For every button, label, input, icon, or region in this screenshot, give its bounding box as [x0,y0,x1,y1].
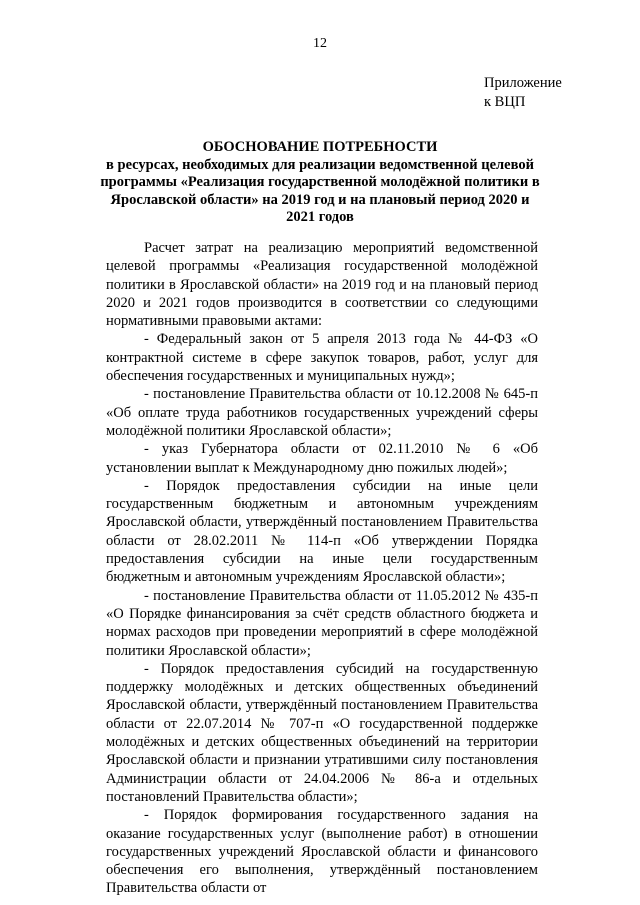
appendix-line-1: Приложение [484,75,562,91]
legal-act-item: - Порядок предоставления субсидии на иные цели государственным бюджетным и автономным учреждениям Ярославской области, утверждённый постановлением Правительства области от 28.02.2011 № 114-п «Об утверждении Порядка предоставления субсидии на иные цели государственным бюджетным и автономным учреждениям Ярославской области»; [106,477,538,586]
legal-act-item: - Порядок предоставления субсидий на государственную поддержку молодёжных и детских общественных объединений Ярославской области, утверждённый постановлением Правительства области от 22.07.2014 № 707-п «О государственной поддержке молодёжных и детских общественных объединений на территории Ярославской области и признании утратившими силу постановления Администрации области от 24.04.2006 № 86-а и отдельных постановлений Правительства области»; [106,660,538,805]
legal-act-item: - постановление Правительства области от 10.12.2008 № 645-п «Об оплате труда работников государственных учреждений сферы молодёжной политики Ярославской области»; [106,386,538,439]
appendix-note [484,74,562,112]
title-subtitle: в ресурсах, необходимых для реализации ведомственной целевой программы «Реализация государственной молодёжной политики в Ярославской области» на 2019 год и на плановый период 2020 и 2021 годов [100,156,540,225]
intro-paragraph: Расчет затрат на реализацию мероприятий ведомственной целевой программы «Реализация государственной молодёжной политики в Ярославской области» на 2019 год и на плановый период 2020 и 2021 годов производится в соответствии со следующими нормативными правовыми актами: [106,240,538,330]
document-title [100,139,540,227]
legal-act-item: - указ Губернатора области от 02.11.2010 № 6 «Об установлении выплат к Международному дню пожилых людей»; [106,441,538,476]
legal-act-item: - Федеральный закон от 5 апреля 2013 года № 44-ФЗ «О контрактной системе в сфере закупок товаров, работ, услуг для обеспечения государственных и муниципальных нужд»; [106,331,538,385]
appendix-line-2: к ВЦП [484,94,526,110]
document-body [106,239,538,898]
legal-act-item: - Порядок формирования государственного задания на оказание государственных услуг (выполнение работ) в отношении государственных учреждений Ярославской области и финансового обеспечения его выполнения, утверждённый постановлением Правительства области от [106,807,538,897]
legal-act-item: - постановление Правительства области от 11.05.2012 № 435-п «О Порядке финансирования за счёт средств областного бюджета и нормах расходов при проведении мероприятий в сфере молодёжной политики Ярославской области»; [106,587,538,659]
title-main: ОБОСНОВАНИЕ ПОТРЕБНОСТИ [202,139,438,155]
page-number: 12 [313,36,327,51]
